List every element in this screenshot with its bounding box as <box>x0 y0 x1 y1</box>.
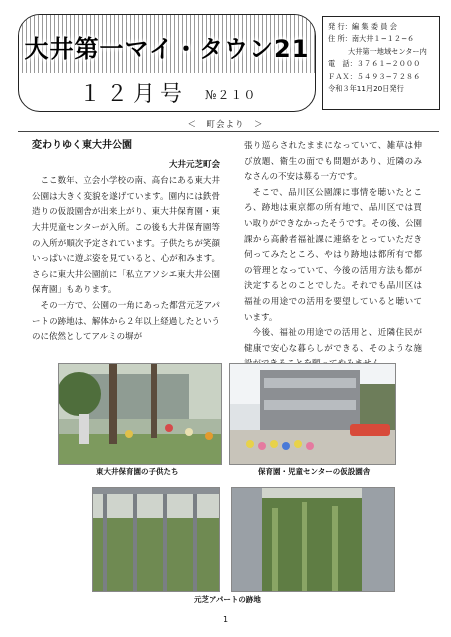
article-paragraph: ここ数年、立会小学校の南、高台にある東大井公園は大きく変貌を遂げています。園内には鉄骨造りの仮設園舎が出来上がり、東大井保育園・東大井児童センターが入所。この後も大井保育園等の入所が順次予定されています。子供たちが笑顔いっぱいに遊ぶ姿を見ていると、心が和みます。さらに東大井公園前に「私立アソシエ東大井公園保育園」もあります。 <box>32 176 220 296</box>
issue-month: １２月号 <box>79 82 188 107</box>
photo-vacant-lot-caption: 元芝アパートの跡地 <box>194 595 261 604</box>
article-paragraph: そこで、品川区公園課に事情を聴いたところ、跡地は東京都の所有地で、品川区では買い取りができなかったそうです。その後、公園課から高齢者福祉課に連絡をとっていただき伺ってみたところ、やはり跡地は都所有で都の管理となっていて、今後の活用方法も都が決定するとのことでした。それでも品川区は福祉の用途での活用を要望していると聴いています。 <box>244 187 422 323</box>
center-line: 大井第一地域センター内 <box>348 46 427 56</box>
photo-children <box>58 363 222 465</box>
photo-building <box>229 363 396 465</box>
publisher-info <box>322 16 440 110</box>
page-number: 1 <box>222 615 229 624</box>
article-right-column <box>244 139 422 373</box>
photo-vacant-lot-1 <box>92 487 220 592</box>
article-paragraph: 今後、福祉の用途での活用と、近隣住民が健康で安心な暮らしができる、そのような施 <box>244 328 422 354</box>
fax-line: ＦＡＸ：５４９３−７２８６ <box>328 71 421 81</box>
section-label: ＜ 町会より ＞ <box>187 120 264 130</box>
photo-vacant-lot-2 <box>231 487 395 592</box>
newsletter-title: 大井第一マイ・タウン21 <box>24 35 310 63</box>
masthead <box>18 14 316 112</box>
issue-number: №２１０ <box>205 88 257 102</box>
phone-line: 電 話：３７６１−２０００ <box>328 59 421 69</box>
address-line: 住 所：南大井１−１２−６ <box>328 34 415 44</box>
photo-children-caption: 東大井保育園の子供たち <box>96 467 179 476</box>
article-author: 大井元芝町会 <box>168 159 220 170</box>
photo-building-caption: 保育園・児童センターの仮設園舎 <box>258 467 371 476</box>
date-line: 令和３年11月20日発行 <box>328 84 404 94</box>
section-divider <box>18 131 439 132</box>
photo-vacant-lot-2-image <box>232 488 394 591</box>
publisher-line: 発 行：編 集 委 員 会 <box>328 22 397 31</box>
article-left-column <box>32 136 220 346</box>
article-paragraph: その一方で、公園の一角にあった都営元芝アパートの跡地は、解体から２年以上経過したというのに依然としてアルミの塀が <box>32 300 220 343</box>
article-paragraph: 張り巡らされたままになっていて、雑草は伸び放題、衛生の面でも問題があり、近隣のみなさんの不安は募る一方です。 <box>244 141 422 183</box>
photo-vacant-lot-1-image <box>93 488 219 591</box>
photo-children-image <box>59 364 221 464</box>
article-title: 変わりゆく東大井公園 <box>32 140 132 151</box>
photo-building-image <box>230 364 395 464</box>
